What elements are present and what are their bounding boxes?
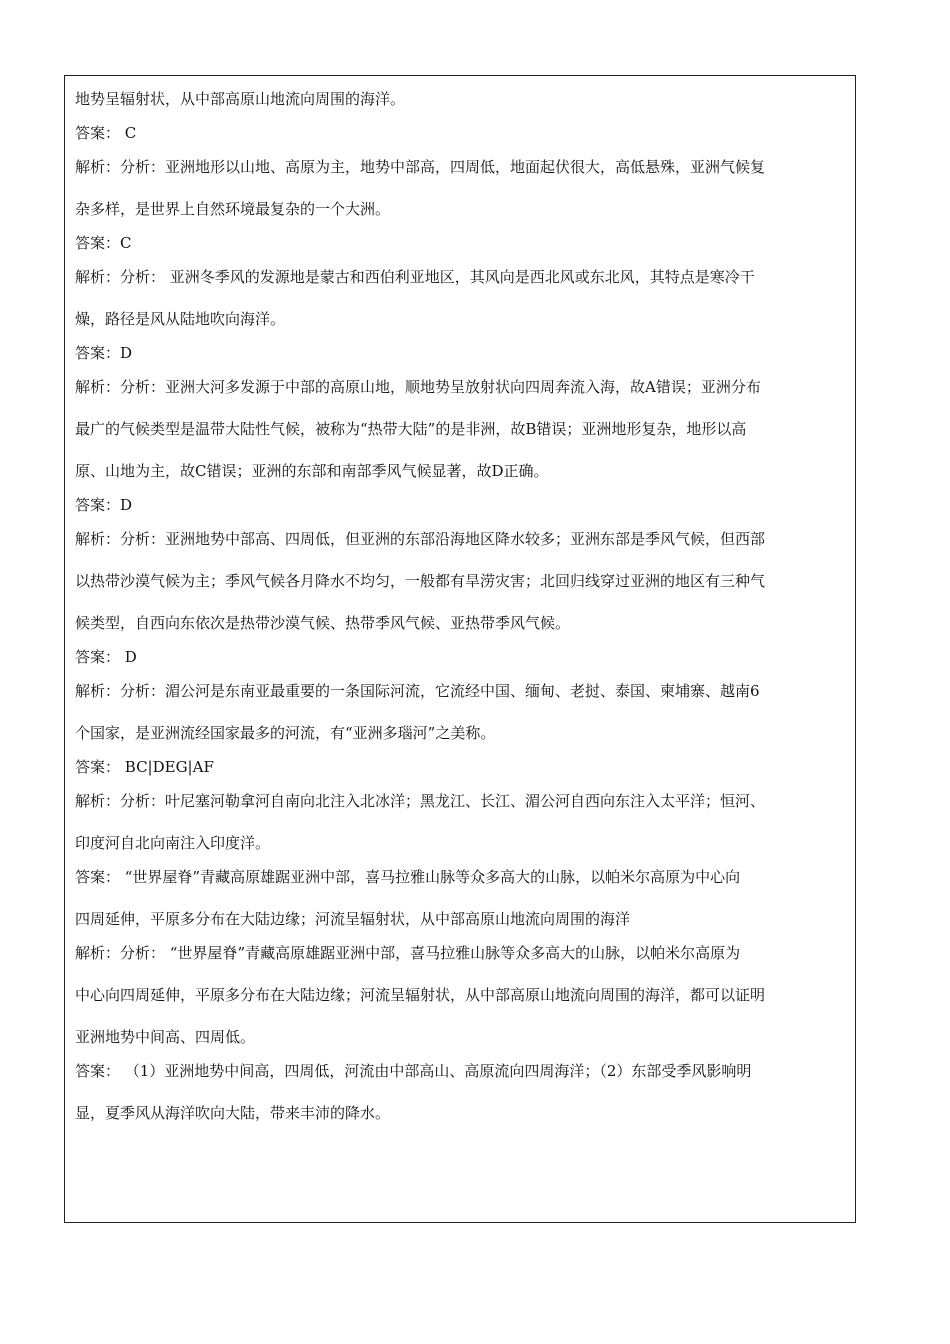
text-line: 杂多样，是世界上自然环境最复杂的一个大洲。: [75, 200, 391, 218]
text-line: 候类型，自西向东依次是热带沙漠气候、热带季风气候、亚热带季风气候。: [75, 614, 571, 632]
answer-line: 答案： C: [75, 124, 137, 142]
analysis-line: 解析：分析：亚洲地形以山地、高原为主，地势中部高，四周低，地面起伏很大，高低悬殊，亚洲气候复: [75, 158, 766, 176]
answer-line: 答案：C: [75, 234, 132, 252]
text-line: 个国家，是亚洲流经国家最多的河流，有“亚洲多瑙河”之美称。: [75, 724, 496, 742]
analysis-line: 解析：分析：湄公河是东南亚最重要的一条国际河流，它流经中国、缅甸、老挝、泰国、柬埔寨、越南6: [75, 682, 760, 700]
text-line: 燥，路径是风从陆地吹向海洋。: [75, 310, 286, 328]
answer-line: 答案： （1）亚洲地势中间高，四周低，河流由中部高山、高原流向四周海洋；（2）东部受季风影响明: [75, 1062, 752, 1080]
text-line: 四周延伸，平原多分布在大陆边缘；河流呈辐射状，从中部高原山地流向周围的海洋: [75, 910, 631, 928]
text-line: 显，夏季风从海洋吹向大陆，带来丰沛的降水。: [75, 1104, 391, 1122]
answer-table-cell: [64, 75, 856, 1223]
answer-content: [75, 88, 849, 1136]
answer-line: 答案： D: [75, 648, 137, 666]
answer-line: 答案： “世界屋脊”青藏高原雄踞亚洲中部，喜马拉雅山脉等众多高大的山脉，以帕米尔高原为中心向: [75, 868, 741, 886]
analysis-line: 解析：分析：亚洲大河多发源于中部的高原山地，顺地势呈放射状向四周奔流入海，故A错误；亚洲分布: [75, 378, 761, 396]
text-line: 最广的气候类型是温带大陆性气候，被称为“热带大陆”的是非洲，故B错误；亚洲地形复杂，地形以高: [75, 420, 747, 438]
analysis-line: 解析：分析：亚洲地势中部高、四周低，但亚洲的东部沿海地区降水较多；亚洲东部是季风气候，但西部: [75, 530, 766, 548]
analysis-line: 解析：分析： 亚洲冬季风的发源地是蒙古和西伯利亚地区，其风向是西北风或东北风，其特点是寒冷干: [75, 268, 755, 286]
analysis-line: 解析：分析：叶尼塞河勒拿河自南向北注入北冰洋；黑龙江、长江、湄公河自西向东注入太平洋；恒河、: [75, 792, 766, 810]
text-line: 中心向四周延伸，平原多分布在大陆边缘；河流呈辐射状，从中部高原山地流向周围的海洋，都可以证明: [75, 986, 766, 1004]
text-line: 原、山地为主，故C错误；亚洲的东部和南部季风气候显著，故D正确。: [75, 462, 549, 480]
text-line: 以热带沙漠气候为主；季风气候各月降水不均匀，一般都有旱涝灾害；北回归线穿过亚洲的地区有三种气: [75, 572, 766, 590]
answer-line: 答案： BC|DEG|AF: [75, 758, 214, 776]
text-line: 亚洲地势中间高、四周低。: [75, 1028, 256, 1046]
text-line: 印度河自北向南注入印度洋。: [75, 834, 271, 852]
analysis-line: 解析：分析： “世界屋脊”青藏高原雄踞亚洲中部，喜马拉雅山脉等众多高大的山脉，以帕米尔高原为: [75, 944, 741, 962]
answer-line: 答案：D: [75, 344, 133, 362]
text-line: 地势呈辐射状，从中部高原山地流向周围的海洋。: [75, 90, 406, 108]
answer-line: 答案：D: [75, 496, 133, 514]
